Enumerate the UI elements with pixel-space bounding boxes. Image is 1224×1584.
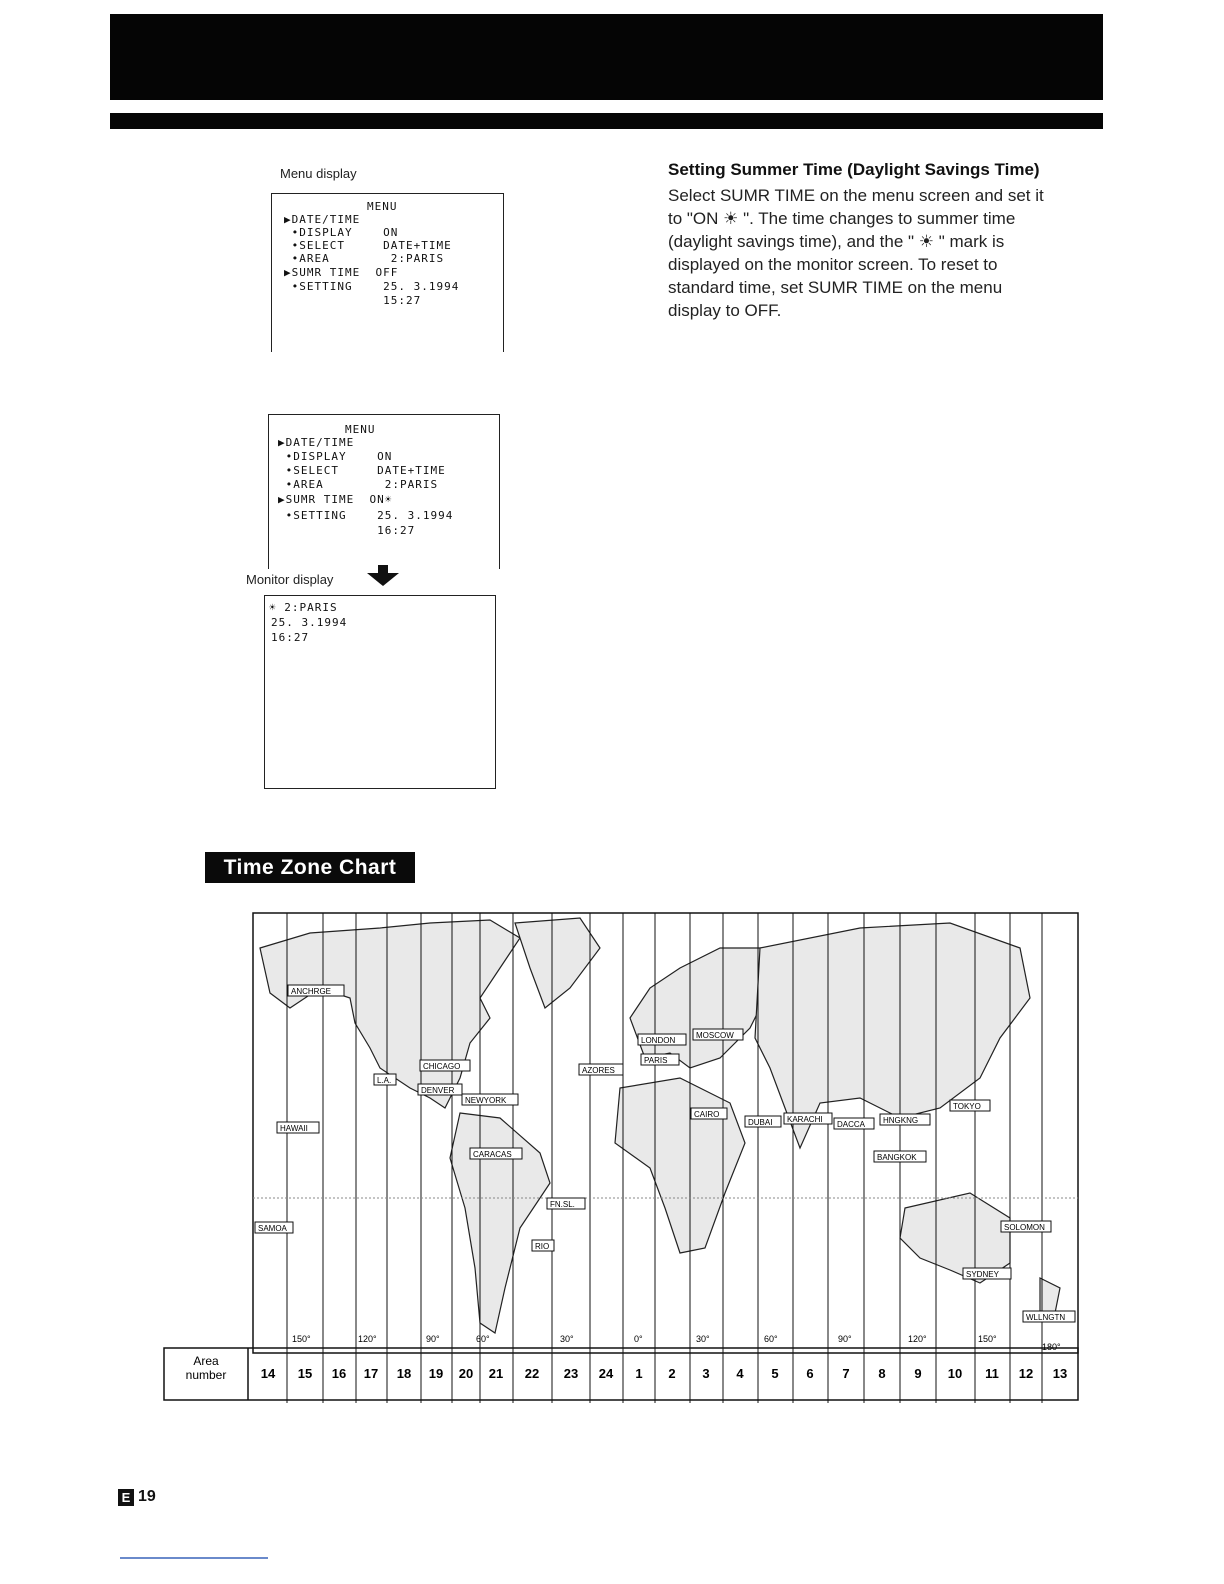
svg-text:NEWYORK: NEWYORK [465, 1096, 507, 1105]
longitude-label: 30° [696, 1334, 710, 1344]
area-label: Area [193, 1354, 219, 1368]
area-number: 19 [428, 1366, 444, 1381]
longitude-label: 180° [1042, 1342, 1061, 1352]
svg-text:BANGKOK: BANGKOK [877, 1153, 917, 1162]
area-number: 24 [598, 1366, 614, 1381]
svg-text:SYDNEY: SYDNEY [966, 1270, 999, 1279]
svg-text:CAIRO: CAIRO [694, 1110, 720, 1119]
city-label [950, 1100, 990, 1111]
menu-line: ▶DATE/TIME [278, 436, 355, 449]
area-number: 8 [878, 1366, 886, 1381]
svg-text:FN.SL.: FN.SL. [550, 1200, 575, 1209]
menu-line: 16:27 [278, 524, 416, 537]
longitude-label: 90° [838, 1334, 852, 1344]
city-label [1023, 1311, 1075, 1322]
monitor-line: 25. 3.1994 [271, 616, 348, 629]
longitude-label: 120° [358, 1334, 377, 1344]
body-line: standard time, set SUMR TIME on the menu [668, 278, 1003, 297]
svg-text:CHICAGO: CHICAGO [423, 1062, 461, 1071]
city-label [691, 1108, 727, 1119]
city-label [693, 1029, 743, 1040]
svg-text:SOLOMON: SOLOMON [1004, 1223, 1045, 1232]
body-line: Select SUMR TIME on the menu screen and set it [668, 186, 1044, 205]
city-label [641, 1054, 679, 1065]
svg-text:AZORES: AZORES [582, 1066, 615, 1075]
monitor-line: ☀ 2:PARIS [269, 601, 338, 614]
menu-line: •SETTING 25. 3.1994 [284, 280, 460, 293]
city-label [963, 1268, 1011, 1279]
area-number: 16 [331, 1366, 347, 1381]
longitude-label: 60° [476, 1334, 490, 1344]
svg-text:WLLNGTN: WLLNGTN [1026, 1313, 1066, 1322]
longitude-labels [292, 1334, 1061, 1352]
area-number: 1 [635, 1366, 643, 1381]
menu-line: •SELECT DATE+TIME [278, 464, 446, 477]
number-label: number [185, 1368, 227, 1382]
area-number: 14 [260, 1366, 276, 1381]
svg-text:L.A.: L.A. [377, 1076, 392, 1085]
city-label [418, 1084, 462, 1095]
area-number: 23 [563, 1366, 579, 1381]
area-number: 11 [985, 1366, 999, 1381]
down-arrow-icon [365, 565, 401, 587]
svg-text:CARACAS: CARACAS [473, 1150, 512, 1159]
city-label [374, 1074, 396, 1085]
body-line: displayed on the monitor screen. To reset to [668, 255, 998, 274]
area-number: 13 [1052, 1366, 1068, 1381]
area-number: 22 [524, 1366, 540, 1381]
longitude-label: 150° [292, 1334, 311, 1344]
body-line: display to OFF. [668, 301, 782, 320]
area-number: 6 [806, 1366, 814, 1381]
page-number-value: 19 [138, 1488, 156, 1505]
area-number: 10 [947, 1366, 963, 1381]
area-numbers [261, 1366, 1067, 1381]
svg-text:HAWAII: HAWAII [280, 1124, 308, 1133]
header-black-band [110, 14, 1103, 100]
bottom-rule [120, 1557, 268, 1559]
body-line: to "ON ☀ ". The time changes to summer time [668, 209, 1016, 228]
city-label [470, 1148, 522, 1159]
longitude-label: 90° [426, 1334, 440, 1344]
area-number: 20 [458, 1366, 474, 1381]
menu-display-screen [271, 193, 504, 352]
city-label [638, 1034, 686, 1045]
city-label [462, 1094, 518, 1105]
city-label [420, 1060, 470, 1071]
area-number: 7 [842, 1366, 850, 1381]
svg-text:DUBAI: DUBAI [748, 1118, 773, 1127]
monitor-display-caption: Monitor display [246, 572, 334, 587]
area-number: 17 [363, 1366, 379, 1381]
continents [260, 918, 1060, 1333]
menu-display-screen-summer [268, 414, 500, 569]
svg-text:LONDON: LONDON [641, 1036, 676, 1045]
city-label [288, 985, 344, 996]
svg-text:PARIS: PARIS [644, 1056, 668, 1065]
area-number: 18 [396, 1366, 412, 1381]
monitor-display-screen [264, 595, 496, 789]
area-number: 2 [668, 1366, 676, 1381]
longitude-label: 0° [634, 1334, 643, 1344]
menu-line: •AREA 2:PARIS [284, 252, 445, 265]
city-label [532, 1240, 554, 1251]
time-zone-map [160, 908, 1080, 1403]
city-label [277, 1122, 319, 1133]
menu-line: ▶DATE/TIME [284, 213, 361, 226]
body-line: (daylight savings time), and the " ☀ " mark is [668, 232, 1005, 251]
area-number: 12 [1018, 1366, 1034, 1381]
svg-text:MOSCOW: MOSCOW [696, 1031, 734, 1040]
svg-text:SAMOA: SAMOA [258, 1224, 287, 1233]
city-label [579, 1064, 623, 1075]
menu-line: •SELECT DATE+TIME [284, 239, 452, 252]
menu-line: ▶SUMR TIME OFF [284, 266, 399, 279]
header-rule [110, 113, 1103, 129]
longitude-label: 120° [908, 1334, 927, 1344]
menu-title: MENU [345, 423, 376, 436]
area-number: 3 [702, 1366, 710, 1381]
city-label [834, 1118, 874, 1129]
city-label [874, 1151, 926, 1162]
menu-line: •AREA 2:PARIS [278, 478, 439, 491]
language-badge: E [118, 1489, 134, 1506]
menu-title: MENU [367, 200, 398, 213]
longitude-label: 150° [978, 1334, 997, 1344]
svg-text:KARACHI: KARACHI [787, 1115, 823, 1124]
menu-line: •DISPLAY ON [278, 450, 393, 463]
menu-display-caption: Menu display [280, 166, 357, 181]
time-zone-chart-title: Time Zone Chart [205, 852, 415, 883]
svg-text:ANCHRGE: ANCHRGE [291, 987, 332, 996]
city-label [255, 1222, 293, 1233]
summer-time-body [668, 184, 1044, 322]
menu-line: •DISPLAY ON [284, 226, 399, 239]
area-number: 21 [488, 1366, 504, 1381]
page-number [118, 1488, 156, 1506]
longitude-label: 60° [764, 1334, 778, 1344]
menu-line: •SETTING 25. 3.1994 [278, 509, 454, 522]
svg-text:HNGKNG: HNGKNG [883, 1116, 919, 1125]
monitor-line: 16:27 [271, 631, 310, 644]
city-label [1001, 1221, 1051, 1232]
menu-line: 15:27 [284, 294, 422, 307]
area-number: 5 [771, 1366, 779, 1381]
city-label [880, 1114, 930, 1125]
svg-text:DENVER: DENVER [421, 1086, 455, 1095]
area-number: 9 [914, 1366, 922, 1381]
city-label [745, 1116, 781, 1127]
svg-text:RIO: RIO [535, 1242, 550, 1251]
svg-text:DACCA: DACCA [837, 1120, 866, 1129]
city-label [547, 1198, 585, 1209]
area-number: 4 [736, 1366, 744, 1381]
longitude-label: 30° [560, 1334, 574, 1344]
menu-line: ▶SUMR TIME ON☀ [278, 493, 393, 506]
svg-text:TOKYO: TOKYO [953, 1102, 981, 1111]
city-label [784, 1113, 832, 1124]
summer-time-heading: Setting Summer Time (Daylight Savings Time) [668, 160, 1040, 179]
area-number: 15 [297, 1366, 313, 1381]
